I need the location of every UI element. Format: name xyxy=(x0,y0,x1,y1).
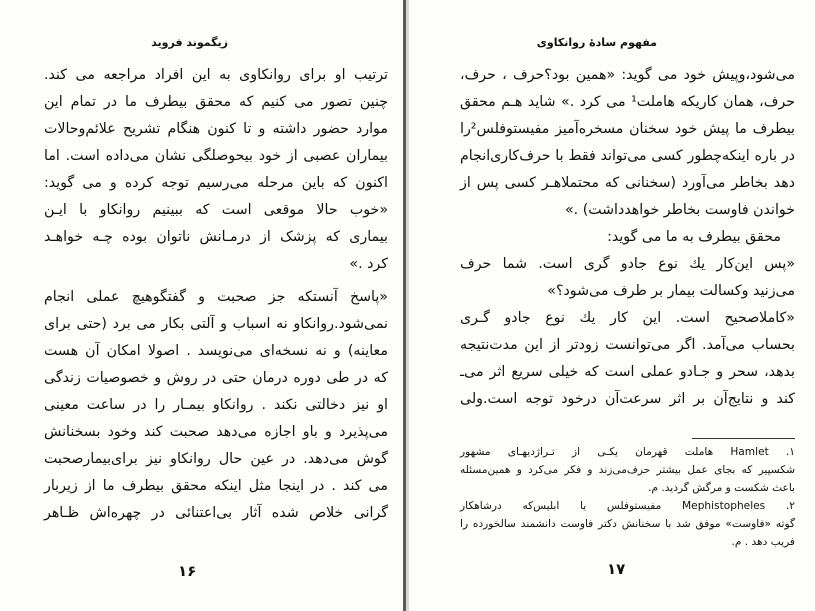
right-page-header: مفهوم سادهٔ روانکاوی xyxy=(536,36,657,49)
footnote-line: فریب دهد . م. xyxy=(731,536,795,548)
footnote-line: ۲. Mephistopheles مفیستوفلس یا ابلیس‌که درشاهکار xyxy=(460,500,795,512)
text-line: نمی‌شود.روانکاو نه اسباب و آلتی بکار می برد (حتی برای xyxy=(44,316,388,332)
footnote-line: شکسپیر که بجای عمل بیشتر حرف‌می‌زند و فکر می‌کرد و همین‌مسئله xyxy=(460,464,795,476)
text-line: می‌پذیرد و باو اجازه می‌دهد صحبت کند وخود بسخنانش xyxy=(44,424,388,440)
left-page-header: زیگموند فروید xyxy=(151,36,228,49)
text-line: «کاملاصحیح است. این کار یك نوع جادو گـری xyxy=(460,310,795,326)
text-line: او نیز دخالتی نکند . روانکاو بیمـار را در ساعت معینی xyxy=(44,397,388,413)
text-line: اکنون که باین مرحله می‌رسیم توجه کرده و می گوید: xyxy=(44,175,388,191)
text-line: کند و نتایج‌آن بر اثر سرعت‌آن درخود توجه است.ولی xyxy=(460,391,795,407)
footnote-line: باعث شکست و مرگش گردید. م. xyxy=(648,482,795,494)
page-number: ۱۷ xyxy=(607,560,626,578)
left-page-body xyxy=(44,62,388,527)
text-line: بحساب می‌آمد. اگر می‌توانست زودتر از این مدت‌نتیجه xyxy=(460,337,795,353)
text-line: موارد حضور داشته و تا کنون هنگام تشریح علائم‌وحالات xyxy=(44,121,388,137)
footnotes xyxy=(460,443,795,551)
text-line: می کند . در اینجا مثل اینکه محقق بیطرف ما از زیربار xyxy=(44,478,388,494)
text-line: کرد .» xyxy=(349,256,388,272)
text-line: که در طی دوره درمان حتی در روش و خصوصیات زندگی xyxy=(44,370,388,386)
text-line: بیماران عصبی از خود بیحوصلگی نشان می‌داده است. اما xyxy=(44,148,388,164)
right-page xyxy=(409,0,815,611)
text-line: «پاسخ آنستکه جز صحبت و گفتگوهیچ عملی انجام xyxy=(44,289,388,305)
text-line: ترتیب او برای روانکاوی به این افراد مراجعه می کند. xyxy=(44,67,388,83)
footnote-line: گوته «فاوست» موفق شد با سخنانش دکتر فاوست دانشمند سالخورده را xyxy=(460,518,795,530)
text-line: بیماری که پزشک از درمـانش ناتوان بوده چـه خواهـد xyxy=(44,229,388,245)
text-line: دهد بخاطر می‌آورد (سخنانی که محتملاهـر کسی پس از xyxy=(460,175,795,191)
text-line: معاینه) و نه نسخه‌ای می‌نویسد . اصولا امکان آن هست xyxy=(44,343,388,359)
text-line: «خوب حالا موقعی است که ببینیم روانکاو با ایـن xyxy=(44,202,388,218)
text-line: می‌زنید وکسالت بیمار بر طرف می‌شود؟» xyxy=(547,283,795,299)
text-line: گرانی خلاص شده آثار بی‌اعتنائی در چهره‌اش ظـاهر xyxy=(44,505,388,521)
text-line: خواندن فاوست بخاطر خواهدداشت) .» xyxy=(565,202,795,218)
right-page-body xyxy=(460,62,795,413)
text-line: بیطرف ما پیش خود سخنان مسخره‌آمیز مفیستوفلس²را xyxy=(460,121,795,137)
text-line: در باره اینکه‌چطور کسی می‌تواند فقط با حرف‌کاری‌انجام xyxy=(460,148,795,164)
footnote-separator xyxy=(692,438,795,439)
text-line: گوش می‌دهد. در عین حال روانکاو نیز برای‌بیمارصحبت xyxy=(44,451,388,467)
text-line: بدهد، سحر و جـادو عملی است که خیلی سریع اثر می‌ـ xyxy=(460,364,795,380)
text-line: محقق بیطرف به ما می گوید: xyxy=(607,229,781,245)
text-line: چنین تصور می کنیم که محقق بیطرف ما در تمام این xyxy=(44,94,388,110)
footnote-line: ۱. Hamlet هاملت قهرمان یکـی از تـراژدیهـای مشهور xyxy=(460,446,795,458)
text-line: حرف، همان کاریکه هاملت¹ می کرد .» شاید هـم محقق xyxy=(460,94,795,110)
text-line: «پس این‌کار یك نوع جادو گری است. شما حرف xyxy=(460,256,795,272)
text-line: می‌شود،وپیش خود می گوید: «همین بود؟حرف ، حرف، xyxy=(460,67,795,83)
page-number: ۱۶ xyxy=(178,562,197,580)
left-page xyxy=(0,0,406,611)
